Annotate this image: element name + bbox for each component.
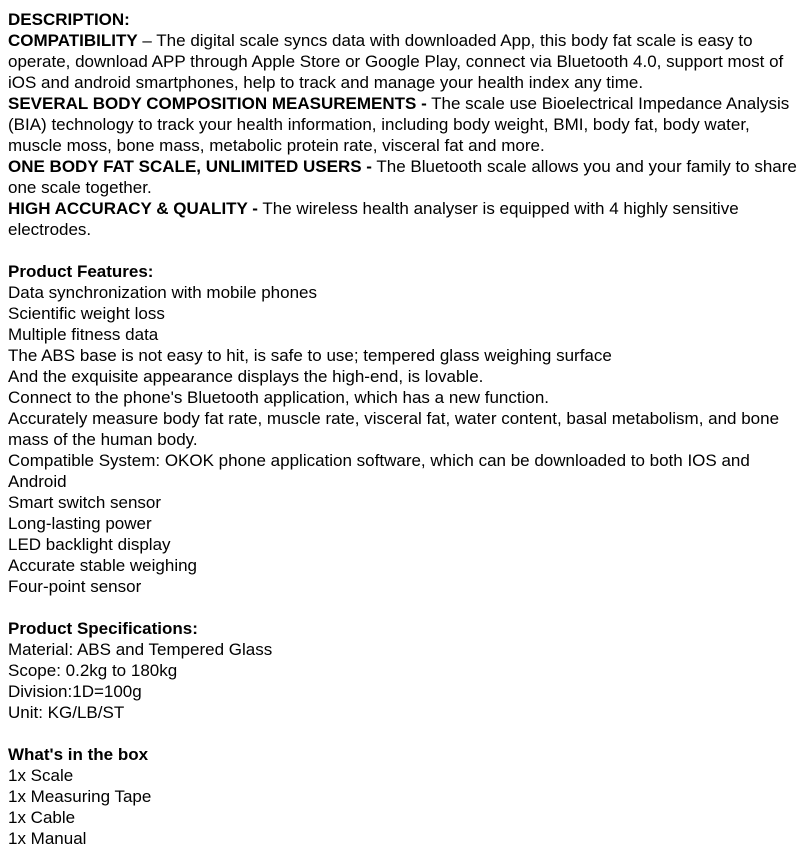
specification-item: Scope: 0.2kg to 180kg xyxy=(8,661,178,680)
features-section xyxy=(8,261,801,597)
highlight-measurements-text: The scale use Bioelectrical Impedance Analysis (BIA) technology to track your health information, including body weight, BMI, body fat, body water, muscle moss, bone mass, metabolic protein rate, visceral fat and more. xyxy=(8,94,790,155)
feature-item: Long-lasting power xyxy=(8,514,152,533)
highlight-compatibility xyxy=(8,30,801,93)
specification-item: Unit: KG/LB/ST xyxy=(8,703,125,722)
highlight-accuracy-label: HIGH ACCURACY & QUALITY - xyxy=(8,199,258,218)
highlight-accuracy-text: The wireless health analyser is equipped with 4 highly sensitive electrodes. xyxy=(8,199,739,239)
feature-item: And the exquisite appearance displays the high-end, is lovable. xyxy=(8,367,484,386)
box-content-item: 1x Manual xyxy=(8,829,87,848)
specification-item: Division:1D=100g xyxy=(8,682,142,701)
features-heading: Product Features: xyxy=(8,262,154,281)
highlight-compatibility-text: – The digital scale syncs data with downloaded App, this body fat scale is easy to operate, download APP through Apple Store or Google Play, connect via Bluetooth 4.0, support most of iOS and android smartphones, help to track and manage your health index any time. xyxy=(8,31,784,92)
box-contents-section xyxy=(8,744,801,849)
specifications-heading: Product Specifications: xyxy=(8,619,198,638)
highlight-unlimited-users-text: The Bluetooth scale allows you and your family to share one scale together. xyxy=(8,157,797,197)
feature-item: LED backlight display xyxy=(8,535,171,554)
description-heading: DESCRIPTION: xyxy=(8,10,130,29)
specifications-section xyxy=(8,618,801,723)
feature-item: Connect to the phone's Bluetooth application, which has a new function. xyxy=(8,388,549,407)
feature-item: Multiple fitness data xyxy=(8,325,159,344)
highlight-accuracy xyxy=(8,198,801,240)
highlight-measurements xyxy=(8,93,801,156)
highlight-compatibility-label: COMPATIBILITY xyxy=(8,31,138,50)
feature-item: Smart switch sensor xyxy=(8,493,162,512)
highlight-measurements-label: SEVERAL BODY COMPOSITION MEASUREMENTS - xyxy=(8,94,427,113)
feature-item: Four-point sensor xyxy=(8,577,142,596)
feature-item: Accurately measure body fat rate, muscle rate, visceral fat, water content, basal metabolism, and bone mass of the human body. xyxy=(8,409,780,449)
feature-item: Accurate stable weighing xyxy=(8,556,198,575)
box-contents-heading: What's in the box xyxy=(8,745,149,764)
feature-item: The ABS base is not easy to hit, is safe to use; tempered glass weighing surface xyxy=(8,346,612,365)
feature-item: Data synchronization with mobile phones xyxy=(8,283,318,302)
highlight-unlimited-users-label: ONE BODY FAT SCALE, UNLIMITED USERS - xyxy=(8,157,372,176)
specification-item: Material: ABS and Tempered Glass xyxy=(8,640,273,659)
box-content-item: 1x Cable xyxy=(8,808,76,827)
highlight-unlimited-users xyxy=(8,156,801,198)
feature-item: Scientific weight loss xyxy=(8,304,165,323)
box-content-item: 1x Scale xyxy=(8,766,74,785)
feature-item: Compatible System: OKOK phone application software, which can be downloaded to both IOS and Android xyxy=(8,451,750,491)
box-content-item: 1x Measuring Tape xyxy=(8,787,152,806)
